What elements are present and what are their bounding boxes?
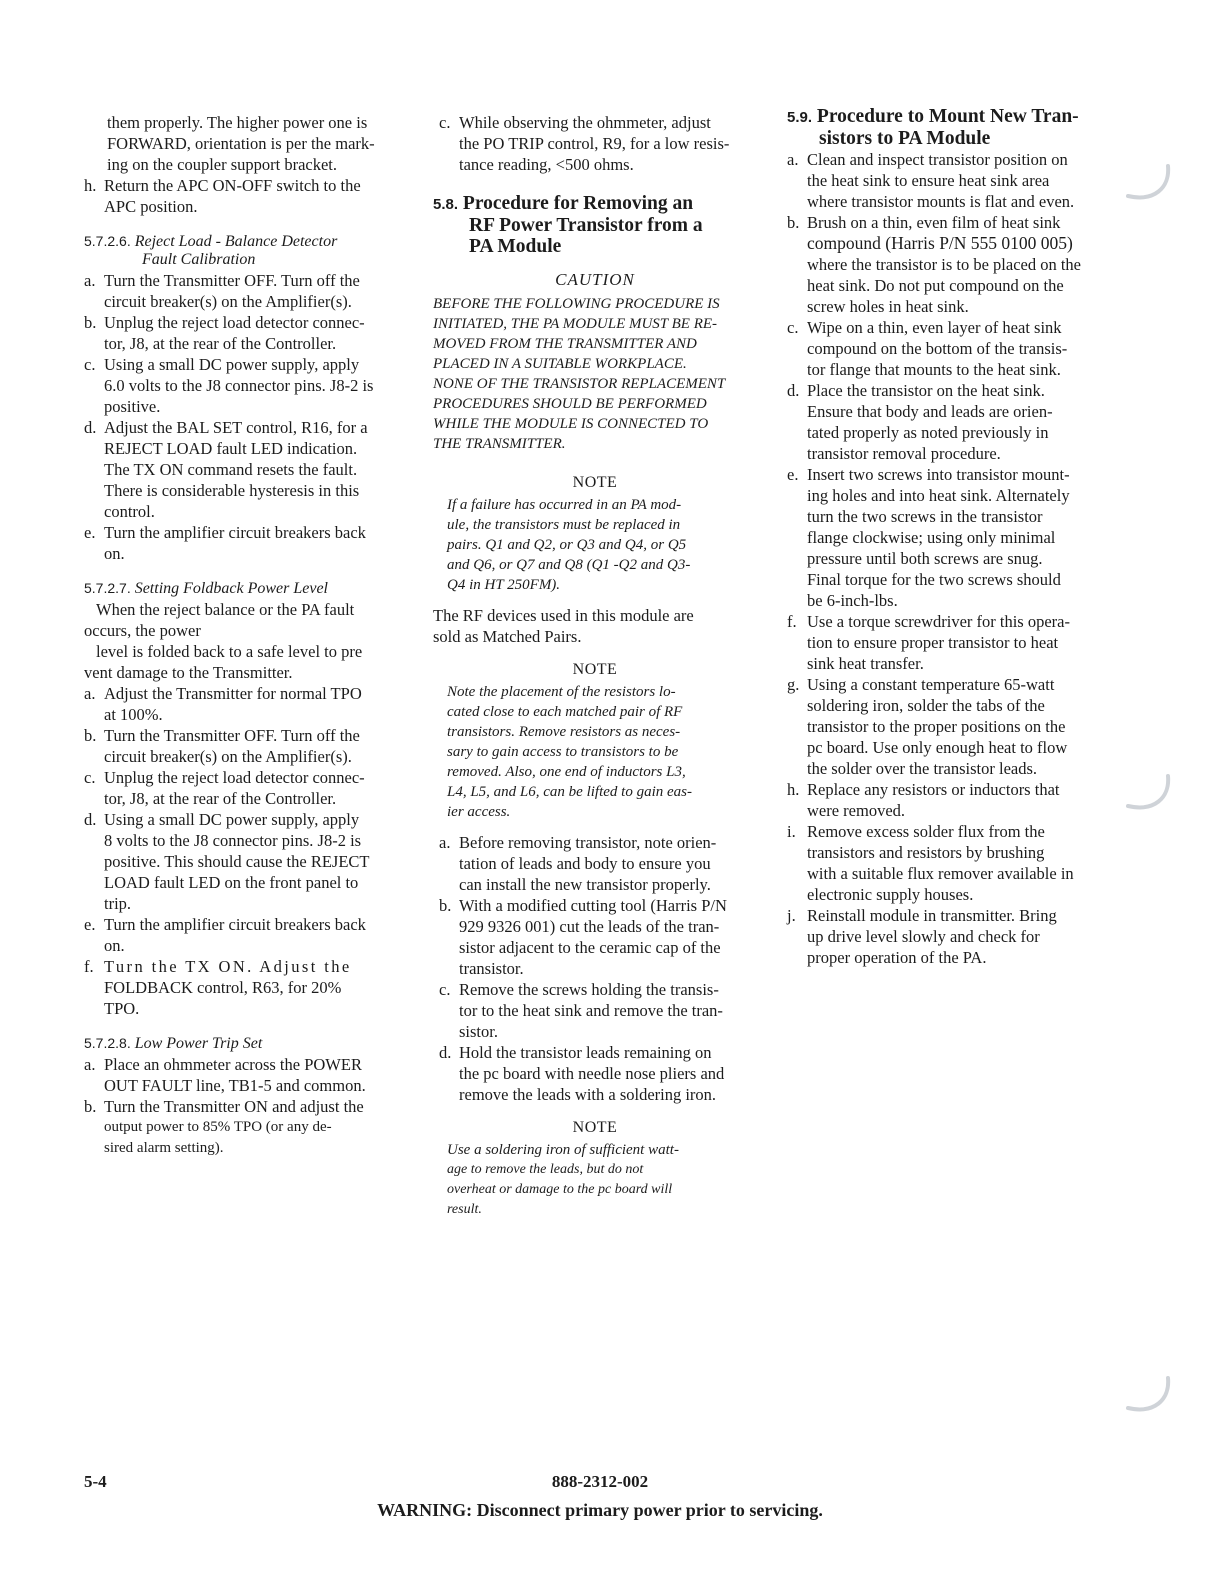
- step-label: a.: [787, 150, 799, 169]
- step-label: a.: [439, 833, 451, 852]
- step-list-5727: [84, 683, 406, 1019]
- text-line: and Q6, or Q7 and Q8 (Q1 -Q2 and Q3-: [447, 557, 691, 573]
- punch-hole-icon: [1120, 1372, 1174, 1416]
- text-line: transistors and resistors by brushing: [807, 843, 1045, 862]
- text-line: trip.: [104, 894, 132, 913]
- step-label: e.: [787, 465, 799, 484]
- text-line: Turn the amplifier circuit breakers back: [104, 915, 366, 934]
- step-d: [84, 417, 406, 522]
- text-line: There is considerable hysteresis in this: [104, 481, 360, 500]
- step-label: d.: [84, 810, 97, 829]
- text-line: tor to the heat sink and remove the tran-: [459, 1001, 723, 1020]
- text-line: them properly. The higher power one is: [107, 113, 368, 132]
- step-label: j.: [787, 906, 796, 925]
- step-c: [84, 354, 406, 417]
- text-line: Remove the screws holding the transis-: [459, 980, 719, 999]
- text-line: pc board. Use only enough heat to flow: [807, 738, 1068, 757]
- text-line: Place an ohmmeter across the POWER: [104, 1055, 362, 1074]
- text-line: tation of leads and body to ensure you: [459, 854, 711, 873]
- text-line: Use a torque screwdriver for this opera-: [807, 612, 1070, 631]
- text-line: REJECT LOAD fault LED indication.: [104, 439, 358, 458]
- text-line: compound on the bottom of the transis-: [807, 339, 1068, 358]
- step-b: [84, 725, 406, 767]
- text-line: with a suitable flux remover available in: [807, 864, 1074, 883]
- text-line: Q4 in HT 250FM).: [447, 577, 561, 593]
- section-number: 5.8.: [433, 196, 459, 213]
- step-label: b.: [84, 1097, 97, 1116]
- step-label: e.: [84, 915, 96, 934]
- section-number: 5.7.2.7.: [84, 580, 131, 596]
- text-line: sink heat transfer.: [807, 654, 924, 673]
- text-line: L4, L5, and L6, can be lifted to gain eas-: [447, 784, 692, 800]
- section-title: Setting Foldback Power Level: [134, 580, 328, 597]
- step-label: c.: [787, 318, 799, 337]
- text-line: 929 9326 001) cut the leads of the tran-: [459, 917, 720, 936]
- text-line: FORWARD, orientation is per the mark-: [107, 134, 375, 153]
- text-line: FOLDBACK control, R63, for 20%: [104, 978, 342, 997]
- text-line: turn the two screws in the transistor: [807, 507, 1043, 526]
- text-line: Note the placement of the resistors lo-: [447, 684, 676, 700]
- text-line: Adjust the Transmitter for normal TPO: [104, 684, 362, 703]
- step-b: [84, 1096, 406, 1159]
- punch-hole-icon: [1120, 160, 1174, 204]
- step-label: a.: [84, 684, 96, 703]
- section-heading-58: [433, 193, 757, 257]
- text-line: Hold the transistor leads remaining on: [459, 1043, 712, 1062]
- step-d: [787, 380, 1109, 464]
- step-a: [439, 832, 757, 895]
- text-line: The TX ON command resets the fault.: [104, 460, 358, 479]
- step-label: d.: [84, 418, 97, 437]
- step-d: [439, 1042, 757, 1105]
- text-line: Using a constant temperature 65-watt: [807, 675, 1055, 694]
- text-line: While observing the ohmmeter, adjust: [459, 113, 711, 132]
- step-label: e.: [84, 523, 96, 542]
- text-line: APC position.: [104, 197, 198, 216]
- text-line: Turn the Transmitter OFF. Turn off the: [104, 726, 360, 745]
- step-label: a.: [84, 271, 96, 290]
- section-title: Procedure to Mount New Tran-: [816, 106, 1079, 127]
- section-heading-5728: [84, 1033, 406, 1054]
- step-h: [84, 175, 406, 217]
- text-line: cated close to each matched pair of RF: [447, 704, 683, 720]
- step-c: [84, 767, 406, 809]
- text-line: tance reading, <500 ohms.: [459, 155, 634, 174]
- text-line: the solder over the transistor leads.: [807, 759, 1038, 778]
- text-line: NONE OF THE TRANSISTOR REPLACEMENT: [433, 376, 726, 392]
- step-h: [787, 779, 1109, 821]
- matched-pairs-paragraph: [433, 605, 757, 647]
- step-b: [84, 312, 406, 354]
- intro-paragraph: [84, 112, 406, 175]
- step-a: [84, 683, 406, 725]
- text-line: sary to gain access to transistors to be: [447, 744, 679, 760]
- text-line: Insert two screws into transistor mount-: [807, 465, 1070, 484]
- step-list-removal: [433, 832, 757, 1105]
- step-f: [84, 956, 406, 1019]
- text-line: Final torque for the two screws should: [807, 570, 1061, 589]
- text-line: sold as Matched Pairs.: [433, 627, 582, 646]
- text-line: Replace any resistors or inductors that: [807, 780, 1060, 799]
- text-line: at 100%.: [104, 705, 163, 724]
- note-title: NOTE: [572, 661, 618, 678]
- text-line: positive. This should cause the REJECT: [104, 852, 370, 871]
- text-line: Unplug the reject load detector connec-: [104, 768, 365, 787]
- text-line: flange clockwise; using only minimal: [807, 528, 1056, 547]
- step-f: [787, 611, 1109, 674]
- text-line: circuit breaker(s) on the Amplifier(s).: [104, 747, 352, 766]
- text-line: overheat or damage to the pc board will: [447, 1182, 673, 1197]
- text-line: positive.: [104, 397, 161, 416]
- step-label: f.: [84, 957, 94, 976]
- text-line: be 6-inch-lbs.: [807, 591, 898, 610]
- step-label: b.: [84, 313, 97, 332]
- text-line: PLACED IN A SUITABLE WORKPLACE.: [433, 356, 687, 372]
- step-d: [84, 809, 406, 914]
- text-line: tor, J8, at the rear of the Controller.: [104, 789, 337, 808]
- text-line: tor flange that mounts to the heat sink.: [807, 360, 1061, 379]
- text-line: BEFORE THE FOLLOWING PROCEDURE IS: [433, 296, 720, 312]
- text-line: LOAD fault LED on the front panel to: [104, 873, 359, 892]
- step-c: [439, 979, 757, 1042]
- text-line: Brush on a thin, even film of heat sink: [807, 213, 1061, 232]
- text-line: TPO.: [104, 999, 140, 1018]
- step-label: a.: [84, 1055, 96, 1074]
- step-label: b.: [84, 726, 97, 745]
- text-line: Turn the amplifier circuit breakers back: [104, 523, 366, 542]
- text-line: tated properly as noted previously in: [807, 423, 1049, 442]
- text-line: MOVED FROM THE TRANSMITTER AND: [433, 336, 697, 352]
- note-title: NOTE: [572, 474, 618, 491]
- note-title: NOTE: [572, 1119, 618, 1136]
- text-line: pairs. Q1 and Q2, or Q3 and Q4, or Q5: [447, 537, 687, 553]
- text-line: ing holes and into heat sink. Alternately: [807, 486, 1070, 505]
- text-line: were removed.: [807, 801, 906, 820]
- text-line: Before removing transistor, note orien-: [459, 833, 717, 852]
- text-line: on.: [104, 936, 125, 955]
- section-number: 5.9.: [787, 109, 813, 126]
- text-line: result.: [447, 1202, 482, 1217]
- section-title-line3: PA Module: [469, 236, 562, 257]
- text-line: The RF devices used in this module are: [433, 606, 694, 625]
- text-line: age to remove the leads, but do not: [447, 1162, 644, 1177]
- text-line: With a modified cutting tool (Harris P/N: [459, 896, 727, 915]
- column-right: [787, 106, 1109, 968]
- step-list-5728: [84, 1054, 406, 1159]
- text-line: soldering iron, solder the tabs of the: [807, 696, 1045, 715]
- text-line: When the reject balance or the PA fault: [96, 600, 355, 619]
- section-heading-5727: [84, 578, 406, 599]
- text-line: Turn the Transmitter ON and adjust the: [104, 1097, 364, 1116]
- text-line: 8 volts to the J8 connector pins. J8-2 is: [104, 831, 362, 850]
- section-title-line2: Fault Calibration: [142, 251, 256, 268]
- column-middle: [433, 112, 757, 1220]
- step-a: [787, 149, 1109, 212]
- text-line: If a failure has occurred in an PA mod-: [447, 497, 682, 513]
- text-line: proper operation of the PA.: [807, 948, 987, 967]
- text-line: Place the transistor on the heat sink.: [807, 381, 1045, 400]
- text-line: Using a small DC power supply, apply: [104, 355, 360, 374]
- text-line: PROCEDURES SHOULD BE PERFORMED: [433, 396, 707, 412]
- step-e: [84, 522, 406, 564]
- caution-title: CAUTION: [555, 270, 635, 289]
- text-line: screw holes in heat sink.: [807, 297, 969, 316]
- text-line: the pc board with needle nose pliers and: [459, 1064, 725, 1083]
- foldback-intro: [84, 599, 406, 683]
- text-line: sired alarm setting).: [104, 1140, 224, 1156]
- note-body-failure: [433, 495, 757, 595]
- section-title: Reject Load - Balance Detector: [134, 233, 338, 250]
- text-line: INITIATED, THE PA MODULE MUST BE RE-: [433, 316, 718, 332]
- text-line: level is folded back to a safe level to pre: [96, 642, 363, 661]
- section-heading-5726: [84, 231, 406, 270]
- page-number: 5-4: [84, 1472, 107, 1491]
- text-line: Reinstall module in transmitter. Bring: [807, 906, 1057, 925]
- text-line: Clean and inspect transistor position on: [807, 150, 1068, 169]
- step-g: [787, 674, 1109, 779]
- text-line: pressure until both screws are snug.: [807, 549, 1043, 568]
- text-line: vent damage to the Transmitter.: [84, 663, 293, 682]
- text-line: Unplug the reject load detector connec-: [104, 313, 365, 332]
- step-a: [84, 1054, 406, 1096]
- section-number: 5.7.2.8.: [84, 1035, 131, 1051]
- text-line: ule, the transistors must be replaced in: [447, 517, 681, 533]
- text-line: THE TRANSMITTER.: [433, 436, 566, 452]
- text-line: sistor.: [459, 1022, 498, 1041]
- text-line: 6.0 volts to the J8 connector pins. J8-2 is: [104, 376, 374, 395]
- text-line: transistor to the proper positions on the: [807, 717, 1066, 736]
- text-line: Wipe on a thin, even layer of heat sink: [807, 318, 1062, 337]
- safety-warning: WARNING: Disconnect primary power prior to servicing.: [377, 1500, 823, 1520]
- step-label: b.: [787, 213, 800, 232]
- text-line: WHILE THE MODULE IS CONNECTED TO: [433, 416, 709, 432]
- step-label: d.: [787, 381, 800, 400]
- text-line: Turn the Transmitter OFF. Turn off the: [104, 271, 360, 290]
- caution-body: [433, 294, 757, 454]
- text-line: Turn the TX ON. Adjust the: [104, 957, 352, 976]
- step-label: c.: [439, 113, 451, 132]
- text-line: ier access.: [447, 804, 511, 820]
- punch-hole-icon: [1120, 770, 1174, 814]
- step-j: [787, 905, 1109, 968]
- note-body-resistors: [433, 682, 757, 822]
- text-line: tion to ensure proper transistor to heat: [807, 633, 1059, 652]
- step-label: b.: [439, 896, 452, 915]
- text-line: on.: [104, 544, 125, 563]
- text-line: OUT FAULT line, TB1-5 and common.: [104, 1076, 366, 1095]
- step-b: [439, 895, 757, 979]
- text-line: the PO TRIP control, R9, for a low resis-: [459, 134, 730, 153]
- section-title: Low Power Trip Set: [134, 1035, 263, 1052]
- text-line: transistor removal procedure.: [807, 444, 1001, 463]
- step-e: [787, 464, 1109, 611]
- section-title-line2: sistors to PA Module: [819, 128, 991, 149]
- text-line: can install the new transistor properly.: [459, 875, 711, 894]
- step-label: i.: [787, 822, 796, 841]
- step-label: h.: [787, 780, 800, 799]
- step-e: [84, 914, 406, 956]
- step-label: h.: [84, 176, 97, 195]
- step-label: g.: [787, 675, 800, 694]
- step-list-mount: [787, 149, 1109, 968]
- text-line: Adjust the BAL SET control, R16, for a: [104, 418, 368, 437]
- section-heading-59: [787, 106, 1109, 149]
- text-line: Use a soldering iron of sufficient watt-: [447, 1142, 679, 1158]
- text-line: where the transistor is to be placed on the: [807, 255, 1081, 274]
- text-line: electronic supply houses.: [807, 885, 974, 904]
- text-line: transistor.: [459, 959, 524, 978]
- text-line: compound (Harris P/N 555 0100 005): [807, 233, 1073, 253]
- text-line: where transistor mounts is flat and even.: [807, 192, 1075, 211]
- step-label: c.: [84, 355, 96, 374]
- text-line: ing on the coupler support bracket.: [107, 155, 338, 174]
- column-left: [84, 112, 406, 1159]
- section-title: Procedure for Removing an: [462, 193, 694, 214]
- step-i: [787, 821, 1109, 905]
- text-line: removed. Also, one end of inductors L3,: [447, 764, 686, 780]
- text-line: up drive level slowly and check for: [807, 927, 1040, 946]
- text-line: transistors. Remove resistors as neces-: [447, 724, 681, 740]
- step-label: f.: [787, 612, 797, 631]
- step-c: [787, 317, 1109, 380]
- text-line: circuit breaker(s) on the Amplifier(s).: [104, 292, 352, 311]
- step-label: c.: [84, 768, 96, 787]
- text-line: output power to 85% TPO (or any de-: [104, 1119, 332, 1135]
- text-line: the heat sink to ensure heat sink area: [807, 171, 1050, 190]
- step-a: [84, 270, 406, 312]
- note-body-soldering: [433, 1140, 757, 1220]
- text-line: Remove excess solder flux from the: [807, 822, 1045, 841]
- step-list-5726: [84, 270, 406, 564]
- text-line: heat sink. Do not put compound on the: [807, 276, 1064, 295]
- step-label: d.: [439, 1043, 452, 1062]
- document-number: 888-2312-002: [551, 1472, 649, 1491]
- section-title-line2: RF Power Transistor from a: [469, 215, 703, 236]
- text-line: Using a small DC power supply, apply: [104, 810, 360, 829]
- text-line: Return the APC ON-OFF switch to the: [104, 176, 361, 195]
- section-number: 5.7.2.6.: [84, 233, 131, 249]
- text-line: sistor adjacent to the ceramic cap of the: [459, 938, 721, 957]
- text-line: occurs, the power: [84, 621, 201, 640]
- text-line: Ensure that body and leads are orien-: [807, 402, 1053, 421]
- step-c: [433, 112, 757, 175]
- step-b: [787, 212, 1109, 317]
- text-line: control.: [104, 502, 155, 521]
- text-line: tor, J8, at the rear of the Controller.: [104, 334, 337, 353]
- step-label: c.: [439, 980, 451, 999]
- text-line: remove the leads with a soldering iron.: [459, 1085, 717, 1104]
